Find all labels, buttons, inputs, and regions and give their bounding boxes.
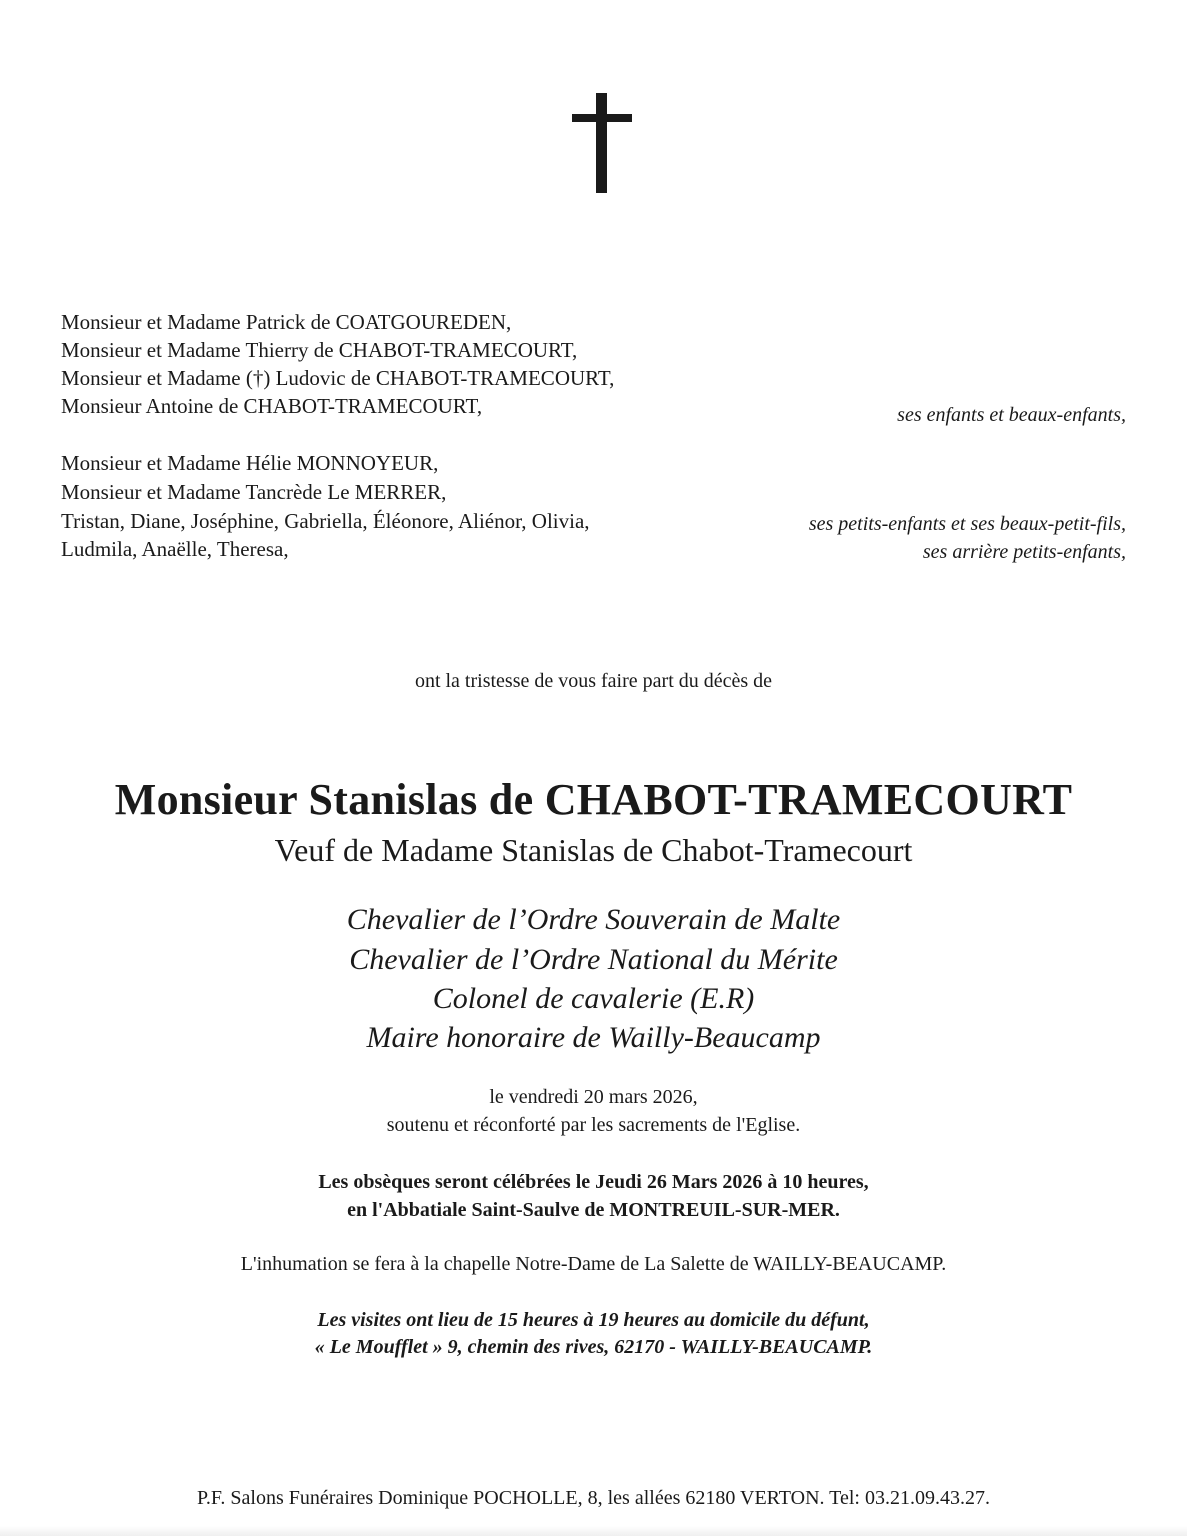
honor-title-2: Chevalier de l’Ordre National du Mérite	[349, 943, 838, 976]
widower-of-line: Veuf de Madame Stanislas de Chabot-Tramecourt	[274, 832, 913, 868]
family-line-children-1: Monsieur et Madame Patrick de COATGOUREDEN,	[61, 310, 512, 334]
honor-title-4: Maire honoraire de Wailly-Beaucamp	[366, 1021, 821, 1054]
family-line-children-2: Monsieur et Madame Thierry de CHABOT-TRAMECOURT,	[61, 338, 578, 362]
family-line-grandchildren-1: Monsieur et Madame Hélie MONNOYEUR,	[61, 451, 439, 475]
death-date-line: le vendredi 20 mars 2026,	[489, 1086, 698, 1108]
sacraments-line: soutenu et réconforté par les sacrements de l'Eglise.	[386, 1114, 801, 1136]
funeral-home-footer: P.F. Salons Funéraires Dominique POCHOLLE, 8, les allées 62180 VERTON. Tel: 03.21.09.43.27.	[197, 1487, 990, 1509]
honor-title-1: Chevalier de l’Ordre Souverain de Malte	[346, 903, 841, 936]
family-line-grandchildren-4: Ludmila, Anaëlle, Theresa,	[61, 537, 289, 561]
scan-edge	[0, 1526, 1187, 1536]
great-grandchildren-role-label: ses arrière petits-enfants,	[922, 541, 1126, 563]
burial-line: L'inhumation se fera à la chapelle Notre-Dame de La Salette de WAILLY-BEAUCAMP.	[240, 1253, 947, 1275]
family-line-grandchildren-2: Monsieur et Madame Tancrède Le MERRER,	[61, 480, 447, 504]
visits-line-2: « Le Moufflet » 9, chemin des rives, 62170 - WAILLY-BEAUCAMP.	[314, 1336, 873, 1358]
cross-icon	[572, 93, 632, 193]
announcement-intro: ont la tristesse de vous faire part du décès de	[414, 670, 773, 692]
family-line-children-3: Monsieur et Madame (†) Ludovic de CHABOT-TRAMECOURT,	[61, 366, 615, 390]
visits-line-1: Les visites ont lieu de 15 heures à 19 heures au domicile du défunt,	[317, 1309, 870, 1331]
cross-vertical-bar	[596, 93, 607, 193]
family-line-grandchildren-3: Tristan, Diane, Joséphine, Gabriella, Éléonore, Aliénor, Olivia,	[61, 509, 590, 533]
funeral-line-2: en l'Abbatiale Saint-Saulve de MONTREUIL-SUR-MER.	[347, 1199, 840, 1221]
family-line-children-4: Monsieur Antoine de CHABOT-TRAMECOURT,	[61, 394, 483, 418]
cross-horizontal-bar	[572, 114, 632, 122]
grandchildren-role-label: ses petits-enfants et ses beaux-petit-fils,	[808, 513, 1126, 535]
deceased-name: Monsieur Stanislas de CHABOT-TRAMECOURT	[114, 775, 1073, 824]
children-role-label: ses enfants et beaux-enfants,	[897, 404, 1126, 426]
honor-title-3: Colonel de cavalerie (E.R)	[432, 982, 755, 1015]
funeral-line-1: Les obsèques seront célébrées le Jeudi 26 Mars 2026 à 10 heures,	[318, 1171, 869, 1193]
